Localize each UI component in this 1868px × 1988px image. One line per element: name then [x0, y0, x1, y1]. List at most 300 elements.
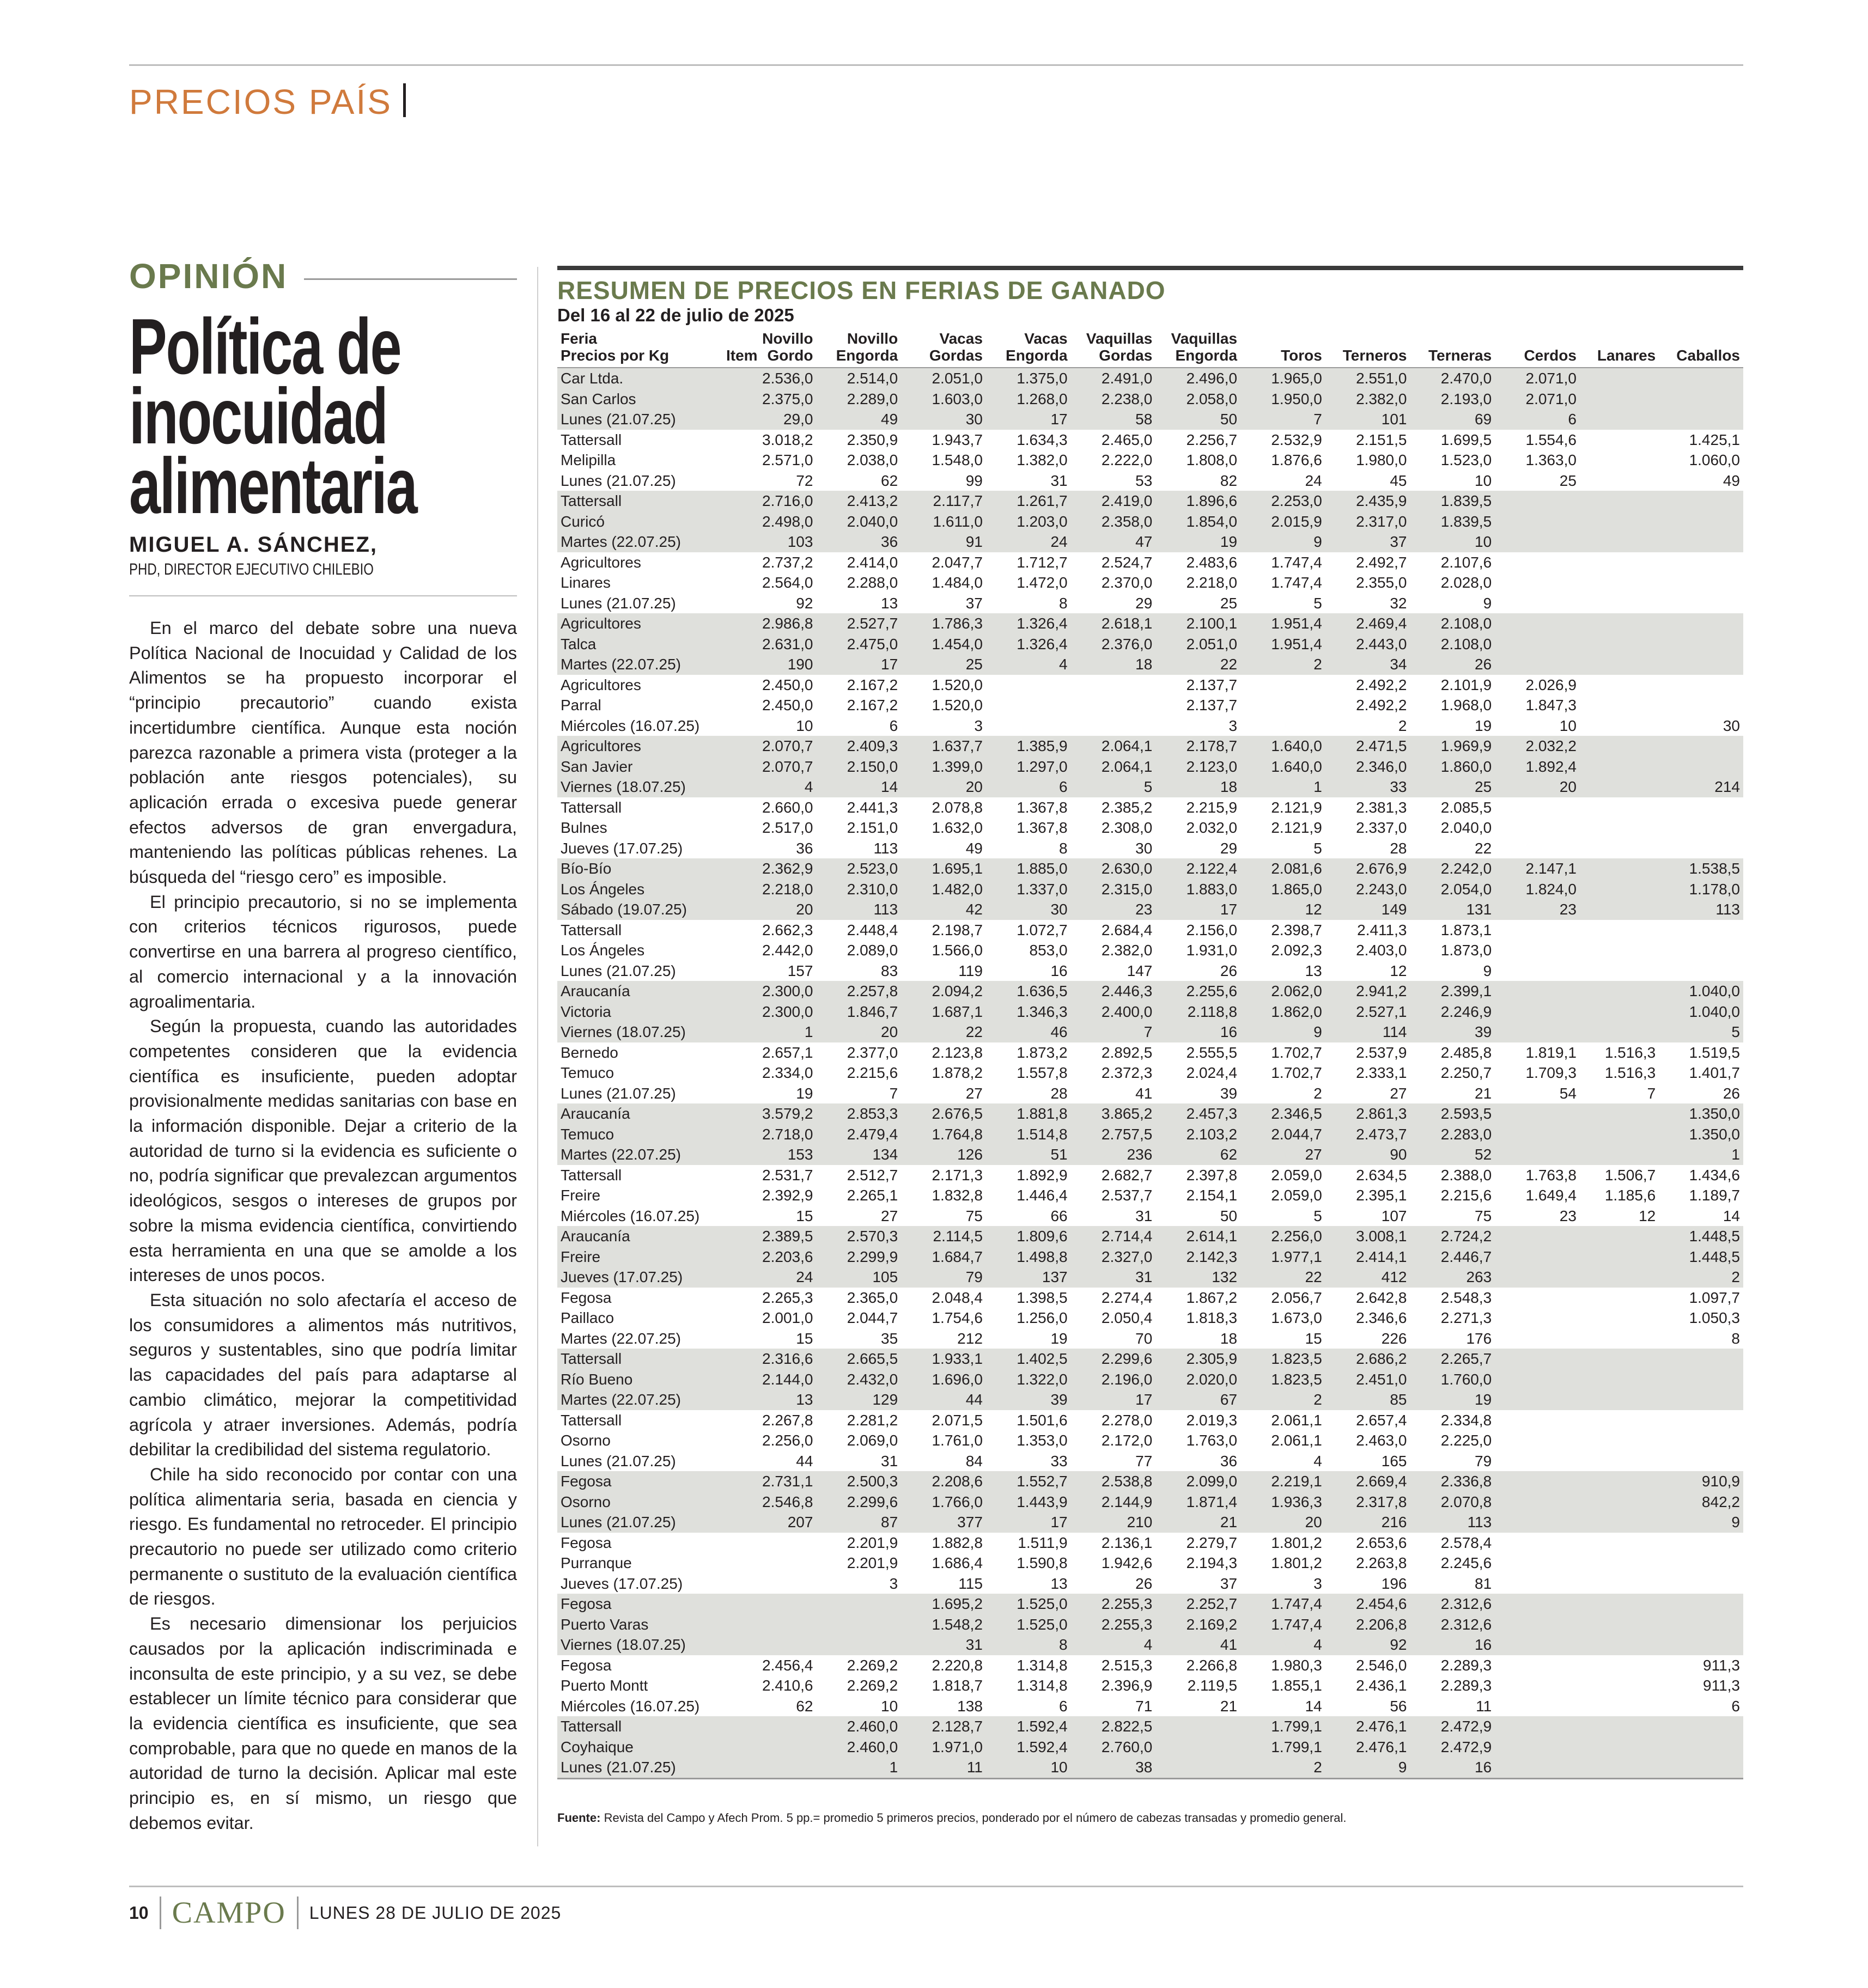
- value-cell: 1.980,3: [1271, 1656, 1322, 1674]
- value-cell: [1580, 1349, 1659, 1369]
- row-label-cell: Lunes (21.07.25): [561, 962, 676, 979]
- value-cell: [1659, 491, 1743, 511]
- value-cell: [1659, 675, 1743, 696]
- value-cell: 27: [1240, 1144, 1325, 1165]
- value-cell: 113: [816, 899, 901, 920]
- value-cell: 2.642,8: [1356, 1289, 1407, 1306]
- value-cell: [727, 1614, 816, 1635]
- value-cell: [1659, 757, 1743, 777]
- value-cell: 2.398,7: [1271, 921, 1322, 938]
- value-cell: 2.242,0: [1410, 858, 1495, 879]
- value-cell: 1.346,3: [986, 1002, 1071, 1022]
- value-cell: [1659, 1635, 1743, 1655]
- value-cell: 2.026,9: [1525, 676, 1577, 693]
- value-cell: [1659, 1451, 1743, 1472]
- row-label-cell: Martes (22.07.25): [557, 532, 727, 552]
- header-line: Engorda: [1006, 347, 1068, 364]
- value-cell: 115: [958, 1575, 983, 1592]
- value-cell: 5: [1313, 839, 1322, 857]
- value-cell: [1580, 797, 1659, 818]
- value-cell: 49: [816, 409, 901, 430]
- value-cell: 2.122,4: [1155, 858, 1240, 879]
- value-cell: 2.299,9: [816, 1247, 901, 1267]
- table-row: [557, 899, 1743, 920]
- table-row: [557, 1675, 1743, 1696]
- value-cell: 2.169,2: [1155, 1614, 1240, 1635]
- value-cell: 2.071,0: [1495, 389, 1580, 410]
- value-cell: [1580, 1308, 1659, 1328]
- value-cell: 165: [1381, 1452, 1407, 1469]
- value-cell: 1.040,0: [1659, 981, 1743, 1002]
- row-label-cell: Agricultores: [557, 736, 727, 757]
- value-cell: [1495, 1410, 1580, 1431]
- table-row: [557, 1267, 1743, 1288]
- table-row: [557, 634, 1743, 655]
- value-cell: 2.471,5: [1325, 736, 1410, 757]
- value-cell: 147: [1127, 962, 1153, 979]
- value-cell: [1580, 1267, 1659, 1288]
- table-row: [557, 1247, 1743, 1267]
- value-cell: 2.385,2: [1101, 798, 1153, 816]
- value-cell: 6: [1731, 1697, 1740, 1715]
- value-cell: 1.448,5: [1659, 1226, 1743, 1247]
- value-cell: [1495, 1533, 1580, 1553]
- value-cell: 29,0: [727, 409, 816, 430]
- source-label: Fuente:: [557, 1810, 601, 1825]
- value-cell: 2.376,0: [1071, 634, 1156, 655]
- value-cell: 2.630,0: [1071, 858, 1156, 879]
- row-label-cell: Osorno: [557, 1492, 727, 1513]
- table-row: [557, 961, 1743, 981]
- table-row: [557, 1369, 1743, 1390]
- header-line: Caballos: [1676, 347, 1740, 364]
- value-cell: 2.500,3: [816, 1471, 901, 1492]
- value-cell: [1495, 1430, 1580, 1451]
- value-cell: 6: [1495, 409, 1580, 430]
- value-cell: 2.485,8: [1440, 1044, 1492, 1061]
- value-cell: 2.266,8: [1186, 1656, 1238, 1674]
- row-label-cell: Coyhaique: [557, 1737, 727, 1758]
- value-cell: [1580, 1492, 1659, 1513]
- value-cell: 7: [1071, 1022, 1156, 1042]
- value-cell: 2.450,0: [762, 676, 813, 693]
- value-cell: 1.189,7: [1689, 1187, 1740, 1204]
- table-row: [557, 1757, 1743, 1778]
- value-cell: 2.269,2: [847, 1677, 898, 1694]
- value-cell: 2.414,1: [1325, 1247, 1410, 1267]
- value-cell: 1.971,0: [901, 1737, 986, 1758]
- value-cell: [1580, 899, 1659, 920]
- value-cell: 1.637,7: [901, 736, 986, 757]
- value-cell: 62: [796, 1697, 813, 1715]
- header-feria: [557, 330, 758, 368]
- value-cell: [727, 1716, 816, 1737]
- value-cell: 2.048,4: [932, 1289, 983, 1306]
- value-cell: 2.255,6: [1155, 981, 1240, 1002]
- value-cell: 2.346,0: [1325, 757, 1410, 777]
- value-cell: 29: [1135, 594, 1153, 612]
- value-cell: 1.514,8: [986, 1124, 1071, 1145]
- row-label-cell: Car Ltda.: [557, 368, 727, 389]
- header-line: Vacas: [1024, 330, 1068, 347]
- value-cell: 1.040,0: [1659, 1002, 1743, 1022]
- value-cell: 2.117,7: [901, 491, 986, 511]
- row-label-cell: Viernes (18.07.25): [557, 1022, 727, 1042]
- value-cell: 1.687,1: [901, 1002, 986, 1022]
- value-cell: 1.525,0: [986, 1594, 1071, 1614]
- value-cell: 75: [965, 1207, 983, 1224]
- value-cell: 2.492,2: [1356, 697, 1407, 714]
- table-row: [557, 695, 1743, 716]
- value-cell: 2.015,9: [1240, 511, 1325, 532]
- value-cell: [1155, 1737, 1240, 1758]
- value-cell: 2.454,6: [1325, 1594, 1410, 1614]
- value-cell: 2.038,0: [847, 452, 898, 468]
- value-cell: 2.265,1: [847, 1187, 898, 1204]
- value-cell: [1659, 1349, 1743, 1369]
- value-cell: 2.382,0: [1101, 942, 1153, 959]
- value-cell: 1.865,0: [1240, 879, 1325, 900]
- value-cell: [1659, 1594, 1743, 1614]
- value-cell: 2.395,1: [1356, 1187, 1407, 1204]
- value-cell: 19: [1410, 1389, 1495, 1410]
- table-row: [557, 1083, 1743, 1104]
- value-cell: [1495, 1696, 1580, 1717]
- value-cell: [1659, 940, 1743, 961]
- value-cell: 2.108,0: [1410, 634, 1495, 655]
- source-text: Revista del Campo y Afech Prom. 5 pp.= promedio 5 primeros precios, ponderado por el número de cabezas transadas y promedio general.: [600, 1810, 1347, 1825]
- value-cell: [1495, 552, 1580, 573]
- value-cell: [1659, 552, 1743, 573]
- value-cell: 2.346,5: [1240, 1103, 1325, 1124]
- row-label-cell: Lunes (21.07.25): [557, 1512, 727, 1533]
- value-cell: 2.099,0: [1155, 1471, 1240, 1492]
- table-title: RESUMEN DE PRECIOS EN FERIAS DE GANADO: [557, 276, 1166, 304]
- table-bottom-rule: [557, 1778, 1743, 1779]
- section-title-text: PRECIOS PAÍS: [129, 82, 392, 121]
- value-cell: 2.536,0: [727, 368, 816, 389]
- value-cell: [1580, 838, 1659, 859]
- value-cell: 126: [901, 1144, 986, 1165]
- value-cell: 1.506,7: [1604, 1166, 1656, 1184]
- value-cell: 2.058,0: [1155, 389, 1240, 410]
- value-cell: 30: [1723, 717, 1740, 734]
- value-cell: [1495, 572, 1580, 593]
- value-cell: 8: [1059, 594, 1068, 612]
- value-cell: 2.333,1: [1356, 1064, 1407, 1081]
- value-cell: 2.346,6: [1356, 1309, 1407, 1326]
- row-label-cell: Tattersall: [561, 921, 622, 938]
- header-vaquillas-gordas: [1071, 330, 1156, 368]
- table-row: [557, 777, 1743, 797]
- value-cell: 2.220,8: [932, 1656, 983, 1674]
- value-cell: 2.061,1: [1271, 1432, 1322, 1449]
- value-cell: 25: [1220, 594, 1238, 612]
- value-cell: 53: [1135, 472, 1153, 489]
- row-label-cell: Lunes (21.07.25): [561, 594, 676, 612]
- value-cell: 21: [1475, 1084, 1492, 1102]
- value-cell: [1659, 572, 1743, 593]
- value-cell: 2.196,0: [1071, 1369, 1156, 1390]
- value-cell: 82: [1220, 472, 1238, 489]
- value-cell: 18: [1071, 654, 1156, 675]
- value-cell: [1580, 920, 1659, 941]
- value-cell: 2.256,0: [1240, 1226, 1325, 1247]
- value-cell: 9: [1483, 594, 1492, 612]
- value-cell: 1.050,3: [1689, 1309, 1740, 1326]
- value-cell: 15: [796, 1207, 813, 1224]
- value-cell: 52: [1410, 1144, 1495, 1165]
- value-cell: 1.801,2: [1271, 1534, 1322, 1551]
- value-cell: 1.185,6: [1604, 1187, 1656, 1204]
- value-cell: [986, 675, 1071, 696]
- row-label-cell: Talca: [557, 634, 727, 655]
- value-cell: 1.634,3: [1017, 431, 1068, 448]
- value-cell: 2.669,4: [1325, 1471, 1410, 1492]
- value-cell: 1.516,3: [1604, 1064, 1656, 1081]
- row-label-cell: Martes (22.07.25): [561, 1330, 681, 1347]
- value-cell: 1.367,8: [1017, 798, 1068, 816]
- value-cell: 25: [1559, 472, 1577, 489]
- value-cell: 2.167,2: [847, 697, 898, 714]
- row-label-cell: Tattersall: [557, 1349, 727, 1369]
- table-row: [557, 757, 1743, 777]
- value-cell: 2.201,9: [847, 1534, 898, 1551]
- value-cell: [1659, 1737, 1743, 1758]
- value-cell: 2.101,9: [1440, 676, 1492, 693]
- value-cell: 1.557,8: [1017, 1064, 1068, 1081]
- value-cell: [1580, 389, 1659, 410]
- header-cerdos: [1495, 330, 1580, 368]
- value-cell: 1.261,7: [986, 491, 1071, 511]
- table-row: [557, 430, 1743, 450]
- value-cell: 31: [901, 1635, 986, 1655]
- value-cell: 2.246,9: [1410, 1002, 1495, 1022]
- value-cell: 19: [1155, 532, 1240, 552]
- value-cell: [1580, 1226, 1659, 1247]
- value-cell: [1495, 1614, 1580, 1635]
- value-cell: 2.222,0: [1101, 452, 1153, 468]
- value-cell: [1495, 593, 1580, 614]
- value-cell: 25: [901, 654, 986, 675]
- header-vaquillas-engorda: [1155, 330, 1240, 368]
- value-cell: 7: [889, 1084, 898, 1102]
- value-cell: 11: [1476, 1697, 1492, 1715]
- value-cell: 6: [986, 777, 1071, 797]
- value-cell: 2.289,0: [816, 389, 901, 410]
- value-cell: 2.532,9: [1271, 431, 1322, 448]
- value-cell: [816, 1614, 901, 1635]
- value-cell: 1.523,0: [1440, 452, 1492, 468]
- value-cell: 1.885,0: [986, 858, 1071, 879]
- value-cell: 1.760,0: [1410, 1369, 1495, 1390]
- value-cell: [1495, 1574, 1580, 1594]
- value-cell: 107: [1381, 1207, 1407, 1224]
- value-cell: 377: [901, 1512, 986, 1533]
- value-cell: 2.137,7: [1186, 697, 1238, 714]
- value-cell: 1.824,0: [1495, 879, 1580, 900]
- value-cell: 14: [1723, 1207, 1740, 1224]
- table-row: [557, 552, 1743, 573]
- value-cell: 131: [1410, 899, 1495, 920]
- value-cell: 1.520,0: [932, 697, 983, 714]
- value-cell: 2.442,0: [762, 942, 813, 959]
- table-row: [557, 1308, 1743, 1328]
- value-cell: 2.392,9: [762, 1187, 813, 1204]
- value-cell: 1.516,3: [1604, 1044, 1656, 1061]
- header-line: Vaquillas: [1086, 330, 1153, 347]
- value-cell: 2: [1240, 1389, 1325, 1410]
- value-cell: [1580, 1655, 1659, 1676]
- row-label-cell: Osorno: [561, 1432, 611, 1449]
- row-label-cell: Martes (22.07.25): [557, 1389, 727, 1410]
- value-cell: 10: [881, 1697, 898, 1715]
- value-cell: 2.737,2: [762, 553, 813, 571]
- value-cell: 2.527,7: [816, 613, 901, 634]
- value-cell: [1580, 1103, 1659, 1124]
- value-cell: 2.225,0: [1440, 1432, 1492, 1449]
- value-cell: 26: [1220, 962, 1238, 979]
- value-cell: 2.555,5: [1186, 1044, 1238, 1061]
- value-cell: 3.008,1: [1325, 1226, 1410, 1247]
- value-cell: [1580, 450, 1659, 471]
- value-cell: 2.457,3: [1155, 1103, 1240, 1124]
- row-label-cell: Fegosa: [561, 1289, 612, 1306]
- header-line: Engorda: [836, 347, 898, 364]
- value-cell: 2.350,9: [847, 431, 898, 448]
- value-cell: [1580, 675, 1659, 696]
- table-row: [557, 1737, 1743, 1758]
- value-cell: 2.472,9: [1410, 1716, 1495, 1737]
- value-cell: 2.194,3: [1186, 1554, 1238, 1571]
- value-cell: 1.980,0: [1356, 452, 1407, 468]
- value-cell: [986, 716, 1071, 736]
- table-row: [557, 532, 1743, 552]
- value-cell: [1580, 879, 1659, 900]
- value-cell: 9: [1325, 1757, 1410, 1778]
- row-label-cell: Temuco: [557, 1124, 727, 1145]
- table-row: [557, 1206, 1743, 1227]
- row-label-cell: Jueves (17.07.25): [561, 839, 683, 857]
- value-cell: 1.695,2: [901, 1594, 986, 1614]
- value-cell: 2.523,0: [816, 858, 901, 879]
- value-cell: 842,2: [1659, 1492, 1743, 1513]
- value-cell: 1.839,5: [1410, 491, 1495, 511]
- value-cell: [1495, 940, 1580, 961]
- value-cell: 30: [901, 409, 986, 430]
- value-cell: 79: [901, 1267, 986, 1288]
- value-cell: 2.256,7: [1186, 431, 1238, 448]
- value-cell: [1495, 1471, 1580, 1492]
- value-cell: 2.676,5: [901, 1103, 986, 1124]
- value-cell: 2.684,4: [1101, 921, 1153, 938]
- header-line: Vacas: [939, 330, 983, 347]
- value-cell: 8: [986, 1635, 1071, 1655]
- value-cell: [1659, 1389, 1743, 1410]
- value-cell: [1495, 1226, 1580, 1247]
- value-cell: 226: [1381, 1330, 1407, 1347]
- value-cell: [1659, 838, 1743, 859]
- value-cell: 2.403,0: [1356, 942, 1407, 959]
- value-cell: 1.552,7: [986, 1471, 1071, 1492]
- row-label-cell: Lunes (21.07.25): [561, 472, 676, 489]
- value-cell: 1.314,8: [1017, 1656, 1068, 1674]
- table-row: [557, 838, 1743, 859]
- row-label-cell: Tattersall: [561, 798, 622, 816]
- value-cell: 2.682,7: [1101, 1166, 1153, 1184]
- value-cell: 62: [1155, 1144, 1240, 1165]
- row-label-cell: Lunes (21.07.25): [561, 1452, 676, 1469]
- value-cell: 1.375,0: [986, 368, 1071, 389]
- table-row: [557, 1022, 1743, 1042]
- value-cell: 132: [1155, 1267, 1240, 1288]
- value-cell: 2.382,0: [1325, 389, 1410, 410]
- value-cell: 2.300,0: [727, 981, 816, 1002]
- value-cell: 4: [1071, 1635, 1156, 1655]
- value-cell: 2.419,0: [1071, 491, 1156, 511]
- value-cell: 2.081,6: [1240, 858, 1325, 879]
- value-cell: 1.965,0: [1240, 368, 1325, 389]
- header-line: Novillo: [847, 330, 898, 347]
- publication-logo: CAMPO: [172, 1896, 286, 1930]
- table-row: [557, 1185, 1743, 1206]
- value-cell: [1659, 797, 1743, 818]
- value-cell: 2.315,0: [1071, 879, 1156, 900]
- value-cell: 2.256,0: [762, 1432, 813, 1449]
- value-cell: 13: [727, 1389, 816, 1410]
- value-cell: 46: [986, 1022, 1071, 1042]
- value-cell: [1495, 1267, 1580, 1288]
- row-label-cell: Jueves (17.07.25): [561, 1575, 683, 1592]
- value-cell: 2.327,0: [1071, 1247, 1156, 1267]
- value-cell: 2.463,0: [1356, 1432, 1407, 1449]
- value-cell: 2.337,0: [1356, 819, 1407, 836]
- top-rule: [129, 64, 1743, 66]
- value-cell: 1.761,0: [932, 1432, 983, 1449]
- row-label-cell: Tattersall: [561, 1166, 622, 1184]
- value-cell: 2.281,2: [847, 1411, 898, 1429]
- value-cell: [1580, 1757, 1659, 1778]
- value-cell: 2.662,3: [762, 921, 813, 938]
- row-label-cell: San Carlos: [557, 389, 727, 410]
- value-cell: 2.469,4: [1325, 613, 1410, 634]
- value-cell: 21: [1220, 1697, 1238, 1715]
- value-cell: 1.337,0: [986, 879, 1071, 900]
- header-lanares: [1580, 330, 1659, 368]
- value-cell: [1155, 1757, 1240, 1778]
- value-cell: 24: [1305, 472, 1322, 489]
- value-cell: 2.479,4: [816, 1124, 901, 1145]
- value-cell: [1659, 1757, 1743, 1778]
- value-cell: 22: [1240, 1267, 1325, 1288]
- value-cell: 2.137,7: [1186, 676, 1238, 693]
- value-cell: 13: [1050, 1575, 1068, 1592]
- value-cell: 3: [889, 1575, 898, 1592]
- footer-divider: [297, 1896, 299, 1929]
- value-cell: [1659, 736, 1743, 757]
- value-cell: 176: [1466, 1330, 1492, 1347]
- value-cell: 2.496,0: [1155, 368, 1240, 389]
- value-cell: 2.218,0: [1186, 574, 1238, 591]
- value-cell: 2.657,4: [1356, 1411, 1407, 1429]
- value-cell: 2.491,0: [1071, 368, 1156, 389]
- value-cell: 105: [816, 1267, 901, 1288]
- value-cell: 33: [1050, 1452, 1068, 1469]
- value-cell: [1495, 1675, 1580, 1696]
- table-row: [557, 1655, 1743, 1676]
- value-cell: 2.892,5: [1101, 1044, 1153, 1061]
- table-row: [557, 1594, 1743, 1614]
